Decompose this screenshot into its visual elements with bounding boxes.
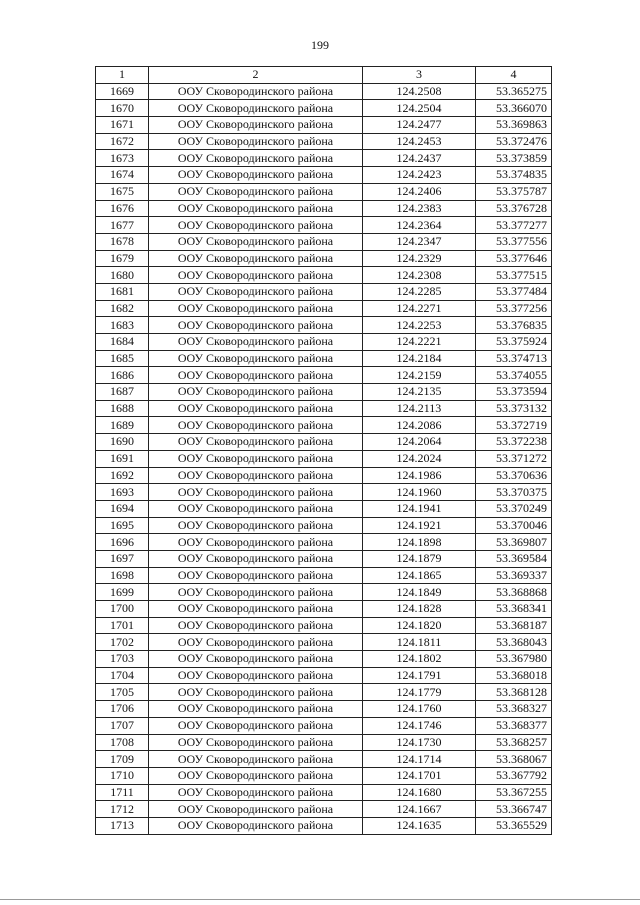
latitude-cell: 53.370046 bbox=[476, 517, 552, 534]
table-row bbox=[96, 567, 552, 584]
table-header-row bbox=[96, 67, 552, 84]
longitude-cell: 124.2086 bbox=[363, 417, 476, 434]
latitude-cell: 53.376728 bbox=[476, 200, 552, 217]
page-bottom-edge bbox=[0, 899, 640, 900]
latitude-cell: 53.369584 bbox=[476, 550, 552, 567]
longitude-cell: 124.1898 bbox=[363, 534, 476, 551]
organization-cell: ООУ Сковородинского района bbox=[149, 317, 363, 334]
table-row bbox=[96, 267, 552, 284]
table-row bbox=[96, 150, 552, 167]
coordinates-table bbox=[95, 66, 552, 835]
table-row bbox=[96, 100, 552, 117]
column-header: 2 bbox=[149, 67, 363, 84]
latitude-cell: 53.375787 bbox=[476, 183, 552, 200]
row-number-cell: 1711 bbox=[96, 784, 149, 801]
table-row bbox=[96, 367, 552, 384]
table-row bbox=[96, 317, 552, 334]
latitude-cell: 53.377646 bbox=[476, 250, 552, 267]
latitude-cell: 53.375924 bbox=[476, 334, 552, 351]
latitude-cell: 53.366070 bbox=[476, 100, 552, 117]
row-number-cell: 1680 bbox=[96, 267, 149, 284]
latitude-cell: 53.368043 bbox=[476, 634, 552, 651]
latitude-cell: 53.374713 bbox=[476, 350, 552, 367]
row-number-cell: 1700 bbox=[96, 601, 149, 618]
latitude-cell: 53.377515 bbox=[476, 267, 552, 284]
longitude-cell: 124.2135 bbox=[363, 384, 476, 401]
latitude-cell: 53.373594 bbox=[476, 384, 552, 401]
longitude-cell: 124.2406 bbox=[363, 183, 476, 200]
organization-cell: ООУ Сковородинского района bbox=[149, 167, 363, 184]
latitude-cell: 53.374835 bbox=[476, 167, 552, 184]
latitude-cell: 53.377277 bbox=[476, 217, 552, 234]
latitude-cell: 53.369807 bbox=[476, 534, 552, 551]
longitude-cell: 124.2347 bbox=[363, 233, 476, 250]
latitude-cell: 53.372476 bbox=[476, 133, 552, 150]
organization-cell: ООУ Сковородинского района bbox=[149, 550, 363, 567]
table-row bbox=[96, 801, 552, 818]
organization-cell: ООУ Сковородинского района bbox=[149, 667, 363, 684]
column-header: 1 bbox=[96, 67, 149, 84]
organization-cell: ООУ Сковородинского района bbox=[149, 200, 363, 217]
row-number-cell: 1702 bbox=[96, 634, 149, 651]
table-row bbox=[96, 517, 552, 534]
organization-cell: ООУ Сковородинского района bbox=[149, 183, 363, 200]
organization-cell: ООУ Сковородинского района bbox=[149, 467, 363, 484]
latitude-cell: 53.372238 bbox=[476, 434, 552, 451]
latitude-cell: 53.368327 bbox=[476, 701, 552, 718]
row-number-cell: 1709 bbox=[96, 751, 149, 768]
table-row bbox=[96, 133, 552, 150]
longitude-cell: 124.1921 bbox=[363, 517, 476, 534]
latitude-cell: 53.369337 bbox=[476, 567, 552, 584]
table-row bbox=[96, 350, 552, 367]
longitude-cell: 124.2437 bbox=[363, 150, 476, 167]
organization-cell: ООУ Сковородинского района bbox=[149, 534, 363, 551]
row-number-cell: 1707 bbox=[96, 717, 149, 734]
latitude-cell: 53.368341 bbox=[476, 601, 552, 618]
latitude-cell: 53.373859 bbox=[476, 150, 552, 167]
longitude-cell: 124.2329 bbox=[363, 250, 476, 267]
table-row bbox=[96, 667, 552, 684]
table-row bbox=[96, 751, 552, 768]
table-row bbox=[96, 817, 552, 834]
table-row bbox=[96, 417, 552, 434]
row-number-cell: 1679 bbox=[96, 250, 149, 267]
latitude-cell: 53.372719 bbox=[476, 417, 552, 434]
longitude-cell: 124.1760 bbox=[363, 701, 476, 718]
longitude-cell: 124.1746 bbox=[363, 717, 476, 734]
latitude-cell: 53.365275 bbox=[476, 83, 552, 100]
table-row bbox=[96, 701, 552, 718]
latitude-cell: 53.368018 bbox=[476, 667, 552, 684]
organization-cell: ООУ Сковородинского района bbox=[149, 367, 363, 384]
latitude-cell: 53.370375 bbox=[476, 484, 552, 501]
table-row bbox=[96, 450, 552, 467]
row-number-cell: 1677 bbox=[96, 217, 149, 234]
latitude-cell: 53.366747 bbox=[476, 801, 552, 818]
longitude-cell: 124.1879 bbox=[363, 550, 476, 567]
table-row bbox=[96, 550, 552, 567]
table-row bbox=[96, 83, 552, 100]
table-row bbox=[96, 534, 552, 551]
organization-cell: ООУ Сковородинского района bbox=[149, 217, 363, 234]
longitude-cell: 124.1714 bbox=[363, 751, 476, 768]
table-row bbox=[96, 334, 552, 351]
row-number-cell: 1685 bbox=[96, 350, 149, 367]
longitude-cell: 124.2271 bbox=[363, 300, 476, 317]
latitude-cell: 53.373132 bbox=[476, 400, 552, 417]
organization-cell: ООУ Сковородинского района bbox=[149, 267, 363, 284]
table-row bbox=[96, 300, 552, 317]
row-number-cell: 1672 bbox=[96, 133, 149, 150]
organization-cell: ООУ Сковородинского района bbox=[149, 83, 363, 100]
row-number-cell: 1671 bbox=[96, 117, 149, 134]
longitude-cell: 124.1791 bbox=[363, 667, 476, 684]
organization-cell: ООУ Сковородинского района bbox=[149, 300, 363, 317]
table-row bbox=[96, 117, 552, 134]
organization-cell: ООУ Сковородинского района bbox=[149, 350, 363, 367]
row-number-cell: 1686 bbox=[96, 367, 149, 384]
longitude-cell: 124.2113 bbox=[363, 400, 476, 417]
organization-cell: ООУ Сковородинского района bbox=[149, 801, 363, 818]
table-row bbox=[96, 200, 552, 217]
table-row bbox=[96, 634, 552, 651]
table-row bbox=[96, 784, 552, 801]
row-number-cell: 1708 bbox=[96, 734, 149, 751]
organization-cell: ООУ Сковородинского района bbox=[149, 150, 363, 167]
table-row bbox=[96, 651, 552, 668]
longitude-cell: 124.1730 bbox=[363, 734, 476, 751]
organization-cell: ООУ Сковородинского района bbox=[149, 250, 363, 267]
longitude-cell: 124.1828 bbox=[363, 601, 476, 618]
table-row bbox=[96, 484, 552, 501]
row-number-cell: 1684 bbox=[96, 334, 149, 351]
latitude-cell: 53.368868 bbox=[476, 584, 552, 601]
organization-cell: ООУ Сковородинского района bbox=[149, 450, 363, 467]
organization-cell: ООУ Сковородинского района bbox=[149, 117, 363, 134]
row-number-cell: 1704 bbox=[96, 667, 149, 684]
table-body bbox=[96, 83, 552, 834]
longitude-cell: 124.2364 bbox=[363, 217, 476, 234]
organization-cell: ООУ Сковородинского района bbox=[149, 584, 363, 601]
row-number-cell: 1678 bbox=[96, 233, 149, 250]
latitude-cell: 53.377484 bbox=[476, 283, 552, 300]
row-number-cell: 1710 bbox=[96, 767, 149, 784]
organization-cell: ООУ Сковородинского района bbox=[149, 434, 363, 451]
table-row bbox=[96, 584, 552, 601]
row-number-cell: 1696 bbox=[96, 534, 149, 551]
table-row bbox=[96, 384, 552, 401]
column-header: 3 bbox=[363, 67, 476, 84]
longitude-cell: 124.2221 bbox=[363, 334, 476, 351]
row-number-cell: 1683 bbox=[96, 317, 149, 334]
row-number-cell: 1713 bbox=[96, 817, 149, 834]
longitude-cell: 124.1811 bbox=[363, 634, 476, 651]
table-row bbox=[96, 717, 552, 734]
longitude-cell: 124.1865 bbox=[363, 567, 476, 584]
row-number-cell: 1703 bbox=[96, 651, 149, 668]
longitude-cell: 124.1849 bbox=[363, 584, 476, 601]
longitude-cell: 124.2504 bbox=[363, 100, 476, 117]
organization-cell: ООУ Сковородинского района bbox=[149, 601, 363, 618]
table-row bbox=[96, 767, 552, 784]
row-number-cell: 1701 bbox=[96, 617, 149, 634]
longitude-cell: 124.2308 bbox=[363, 267, 476, 284]
longitude-cell: 124.2064 bbox=[363, 434, 476, 451]
row-number-cell: 1681 bbox=[96, 283, 149, 300]
row-number-cell: 1670 bbox=[96, 100, 149, 117]
row-number-cell: 1705 bbox=[96, 684, 149, 701]
table-row bbox=[96, 167, 552, 184]
longitude-cell: 124.2184 bbox=[363, 350, 476, 367]
row-number-cell: 1675 bbox=[96, 183, 149, 200]
latitude-cell: 53.369863 bbox=[476, 117, 552, 134]
row-number-cell: 1697 bbox=[96, 550, 149, 567]
organization-cell: ООУ Сковородинского района bbox=[149, 517, 363, 534]
organization-cell: ООУ Сковородинского района bbox=[149, 717, 363, 734]
organization-cell: ООУ Сковородинского района bbox=[149, 751, 363, 768]
table-row bbox=[96, 250, 552, 267]
latitude-cell: 53.367980 bbox=[476, 651, 552, 668]
longitude-cell: 124.1635 bbox=[363, 817, 476, 834]
longitude-cell: 124.1986 bbox=[363, 467, 476, 484]
latitude-cell: 53.368187 bbox=[476, 617, 552, 634]
organization-cell: ООУ Сковородинского района bbox=[149, 384, 363, 401]
latitude-cell: 53.376835 bbox=[476, 317, 552, 334]
latitude-cell: 53.377256 bbox=[476, 300, 552, 317]
row-number-cell: 1676 bbox=[96, 200, 149, 217]
organization-cell: ООУ Сковородинского района bbox=[149, 684, 363, 701]
row-number-cell: 1690 bbox=[96, 434, 149, 451]
longitude-cell: 124.2383 bbox=[363, 200, 476, 217]
page-number: 199 bbox=[311, 38, 329, 52]
latitude-cell: 53.367255 bbox=[476, 784, 552, 801]
row-number-cell: 1674 bbox=[96, 167, 149, 184]
latitude-cell: 53.377556 bbox=[476, 233, 552, 250]
organization-cell: ООУ Сковородинского района bbox=[149, 817, 363, 834]
longitude-cell: 124.1667 bbox=[363, 801, 476, 818]
organization-cell: ООУ Сковородинского района bbox=[149, 100, 363, 117]
longitude-cell: 124.2253 bbox=[363, 317, 476, 334]
row-number-cell: 1706 bbox=[96, 701, 149, 718]
row-number-cell: 1691 bbox=[96, 450, 149, 467]
row-number-cell: 1682 bbox=[96, 300, 149, 317]
organization-cell: ООУ Сковородинского района bbox=[149, 634, 363, 651]
latitude-cell: 53.367792 bbox=[476, 767, 552, 784]
organization-cell: ООУ Сковородинского района bbox=[149, 617, 363, 634]
latitude-cell: 53.368128 bbox=[476, 684, 552, 701]
latitude-cell: 53.365529 bbox=[476, 817, 552, 834]
latitude-cell: 53.368257 bbox=[476, 734, 552, 751]
longitude-cell: 124.1960 bbox=[363, 484, 476, 501]
organization-cell: ООУ Сковородинского района bbox=[149, 784, 363, 801]
organization-cell: ООУ Сковородинского района bbox=[149, 567, 363, 584]
organization-cell: ООУ Сковородинского района bbox=[149, 484, 363, 501]
latitude-cell: 53.374055 bbox=[476, 367, 552, 384]
latitude-cell: 53.370249 bbox=[476, 500, 552, 517]
row-number-cell: 1688 bbox=[96, 400, 149, 417]
longitude-cell: 124.1820 bbox=[363, 617, 476, 634]
table-row bbox=[96, 500, 552, 517]
table-row bbox=[96, 601, 552, 618]
organization-cell: ООУ Сковородинского района bbox=[149, 400, 363, 417]
table-row bbox=[96, 467, 552, 484]
organization-cell: ООУ Сковородинского района bbox=[149, 767, 363, 784]
longitude-cell: 124.2453 bbox=[363, 133, 476, 150]
longitude-cell: 124.2024 bbox=[363, 450, 476, 467]
row-number-cell: 1692 bbox=[96, 467, 149, 484]
row-number-cell: 1699 bbox=[96, 584, 149, 601]
row-number-cell: 1673 bbox=[96, 150, 149, 167]
table-row bbox=[96, 283, 552, 300]
organization-cell: ООУ Сковородинского района bbox=[149, 283, 363, 300]
row-number-cell: 1694 bbox=[96, 500, 149, 517]
organization-cell: ООУ Сковородинского района bbox=[149, 334, 363, 351]
organization-cell: ООУ Сковородинского района bbox=[149, 233, 363, 250]
table-row bbox=[96, 434, 552, 451]
organization-cell: ООУ Сковородинского района bbox=[149, 734, 363, 751]
longitude-cell: 124.1802 bbox=[363, 651, 476, 668]
longitude-cell: 124.1779 bbox=[363, 684, 476, 701]
row-number-cell: 1689 bbox=[96, 417, 149, 434]
table-row bbox=[96, 233, 552, 250]
latitude-cell: 53.368067 bbox=[476, 751, 552, 768]
row-number-cell: 1712 bbox=[96, 801, 149, 818]
row-number-cell: 1687 bbox=[96, 384, 149, 401]
column-header: 4 bbox=[476, 67, 552, 84]
table-row bbox=[96, 734, 552, 751]
row-number-cell: 1669 bbox=[96, 83, 149, 100]
organization-cell: ООУ Сковородинского района bbox=[149, 701, 363, 718]
table-row bbox=[96, 400, 552, 417]
organization-cell: ООУ Сковородинского района bbox=[149, 500, 363, 517]
table-row bbox=[96, 217, 552, 234]
table-row bbox=[96, 183, 552, 200]
row-number-cell: 1698 bbox=[96, 567, 149, 584]
row-number-cell: 1695 bbox=[96, 517, 149, 534]
organization-cell: ООУ Сковородинского района bbox=[149, 133, 363, 150]
latitude-cell: 53.368377 bbox=[476, 717, 552, 734]
longitude-cell: 124.2477 bbox=[363, 117, 476, 134]
longitude-cell: 124.1680 bbox=[363, 784, 476, 801]
longitude-cell: 124.2423 bbox=[363, 167, 476, 184]
longitude-cell: 124.1701 bbox=[363, 767, 476, 784]
row-number-cell: 1693 bbox=[96, 484, 149, 501]
longitude-cell: 124.2285 bbox=[363, 283, 476, 300]
latitude-cell: 53.371272 bbox=[476, 450, 552, 467]
table-row bbox=[96, 617, 552, 634]
table-row bbox=[96, 684, 552, 701]
longitude-cell: 124.1941 bbox=[363, 500, 476, 517]
organization-cell: ООУ Сковородинского района bbox=[149, 651, 363, 668]
organization-cell: ООУ Сковородинского района bbox=[149, 417, 363, 434]
latitude-cell: 53.370636 bbox=[476, 467, 552, 484]
longitude-cell: 124.2159 bbox=[363, 367, 476, 384]
longitude-cell: 124.2508 bbox=[363, 83, 476, 100]
